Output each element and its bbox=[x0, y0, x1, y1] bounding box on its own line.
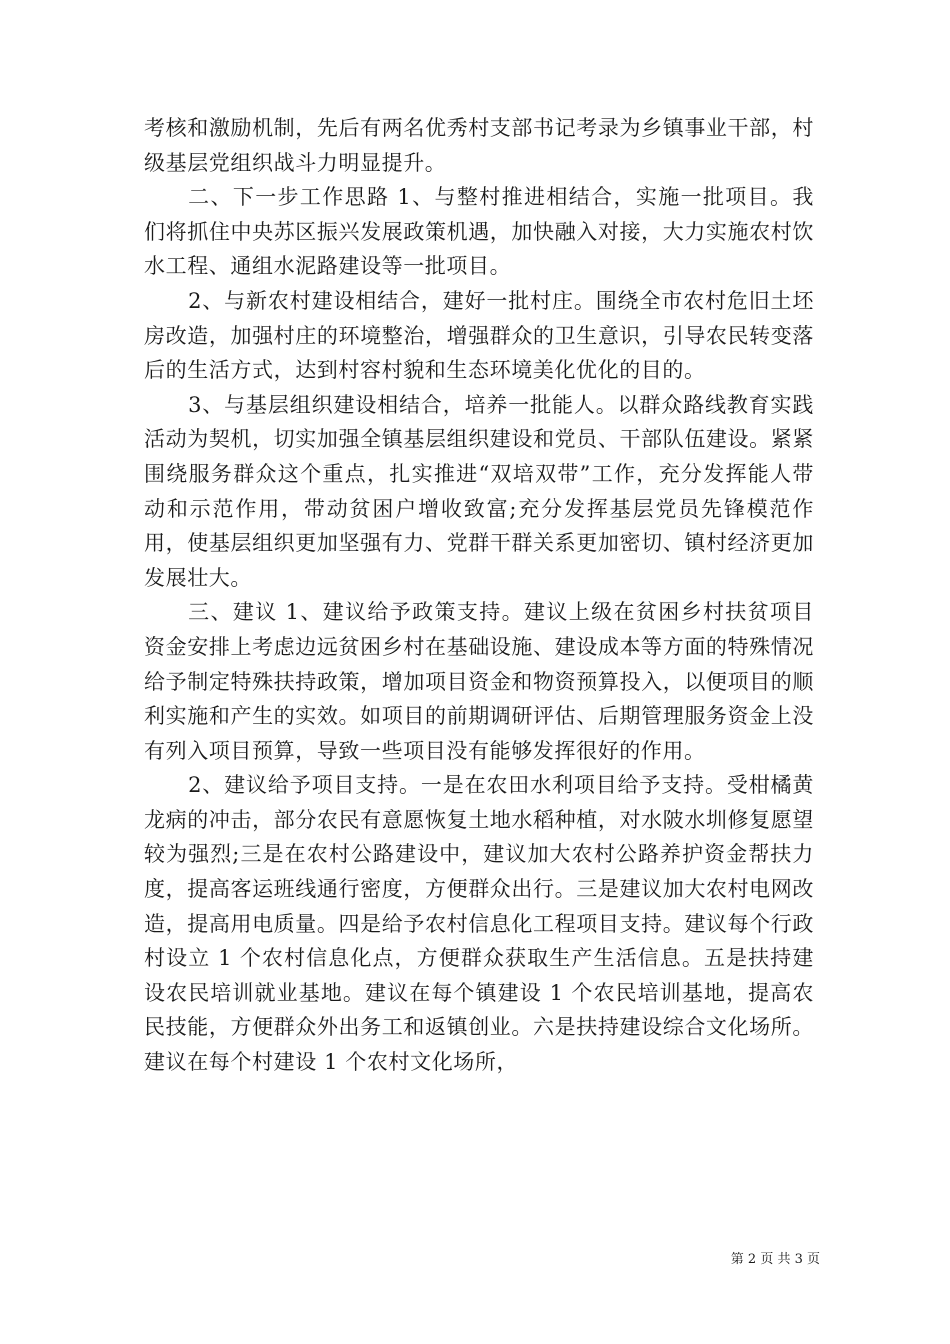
paragraph-continued: 考核和激励机制，先后有两名优秀村支部书记考录为乡镇事业干部，村级基层党组织战斗力明显提升。 bbox=[144, 116, 814, 175]
paragraph-policy-support: 三、建议 1、建议给予政策支持。建议上级在贫困乡村扶贫项目资金安排上考虑边远贫困乡村在基础设施、建设成本等方面的特殊情况给予制定特殊扶持政策，增加项目资金和物资预算投入，以便项目的顺利实施和产生的实效。如项目的前期调研评估、后期管理服务资金上没有列入项目预算，导致一些项目没有能够发挥很好的作用。 bbox=[144, 600, 814, 763]
paragraph-new-countryside: 2、与新农村建设相结合，建好一批村庄。围绕全市农村危旧土坯房改造，加强村庄的环境整治，增强群众的卫生意识，引导农民转变落后的生活方式，达到村容村貌和生态环境美化优化的目的。 bbox=[144, 288, 814, 383]
paragraph-grassroots-organization: 3、与基层组织建设相结合，培养一批能人。以群众路线教育实践活动为契机，切实加强全镇基层组织建设和党员、干部队伍建设。紧紧围绕服务群众这个重点，扎实推进“双培双带”工作，充分发挥能人带动和示范作用，带动贫困户增收致富;充分发挥基层党员先锋模范作用，使基层组织更加坚强有力、党群干群关系更加密切、镇村经济更加发展壮大。 bbox=[144, 392, 814, 590]
document-body bbox=[144, 111, 814, 1080]
page-number: 第 2 页 共 3 页 bbox=[730, 1252, 820, 1267]
paragraph-project-support: 2、建议给予项目支持。一是在农田水利项目给予支持。受柑橘黄龙病的冲击，部分农民有意愿恢复土地水稻种植，对水陂水圳修复愿望较为强烈;三是在农村公路建设中，建议加大农村公路养护资金帮扶力度，提高客运班线通行密度，方便群众出行。三是建议加大农村电网改造，提高用电质量。四是给予农村信息化工程项目支持。建议每个行政村设立 1 个农村信息化点，方便群众获取生产生活信息。五是扶持建设农民培训就业基地。建议在每个镇建设 1 个农民培训基地，提高农民技能，方便群众外出务工和返镇创业。六是扶持建设综合文化场所。建议在每个村建设 1 个农村文化场所， bbox=[144, 773, 814, 1075]
paragraph-next-steps: 二、下一步工作思路 1、与整村推进相结合，实施一批项目。我们将抓住中央苏区振兴发展政策机遇，加快融入对接，大力实施农村饮水工程、通组水泥路建设等一批项目。 bbox=[144, 185, 814, 279]
